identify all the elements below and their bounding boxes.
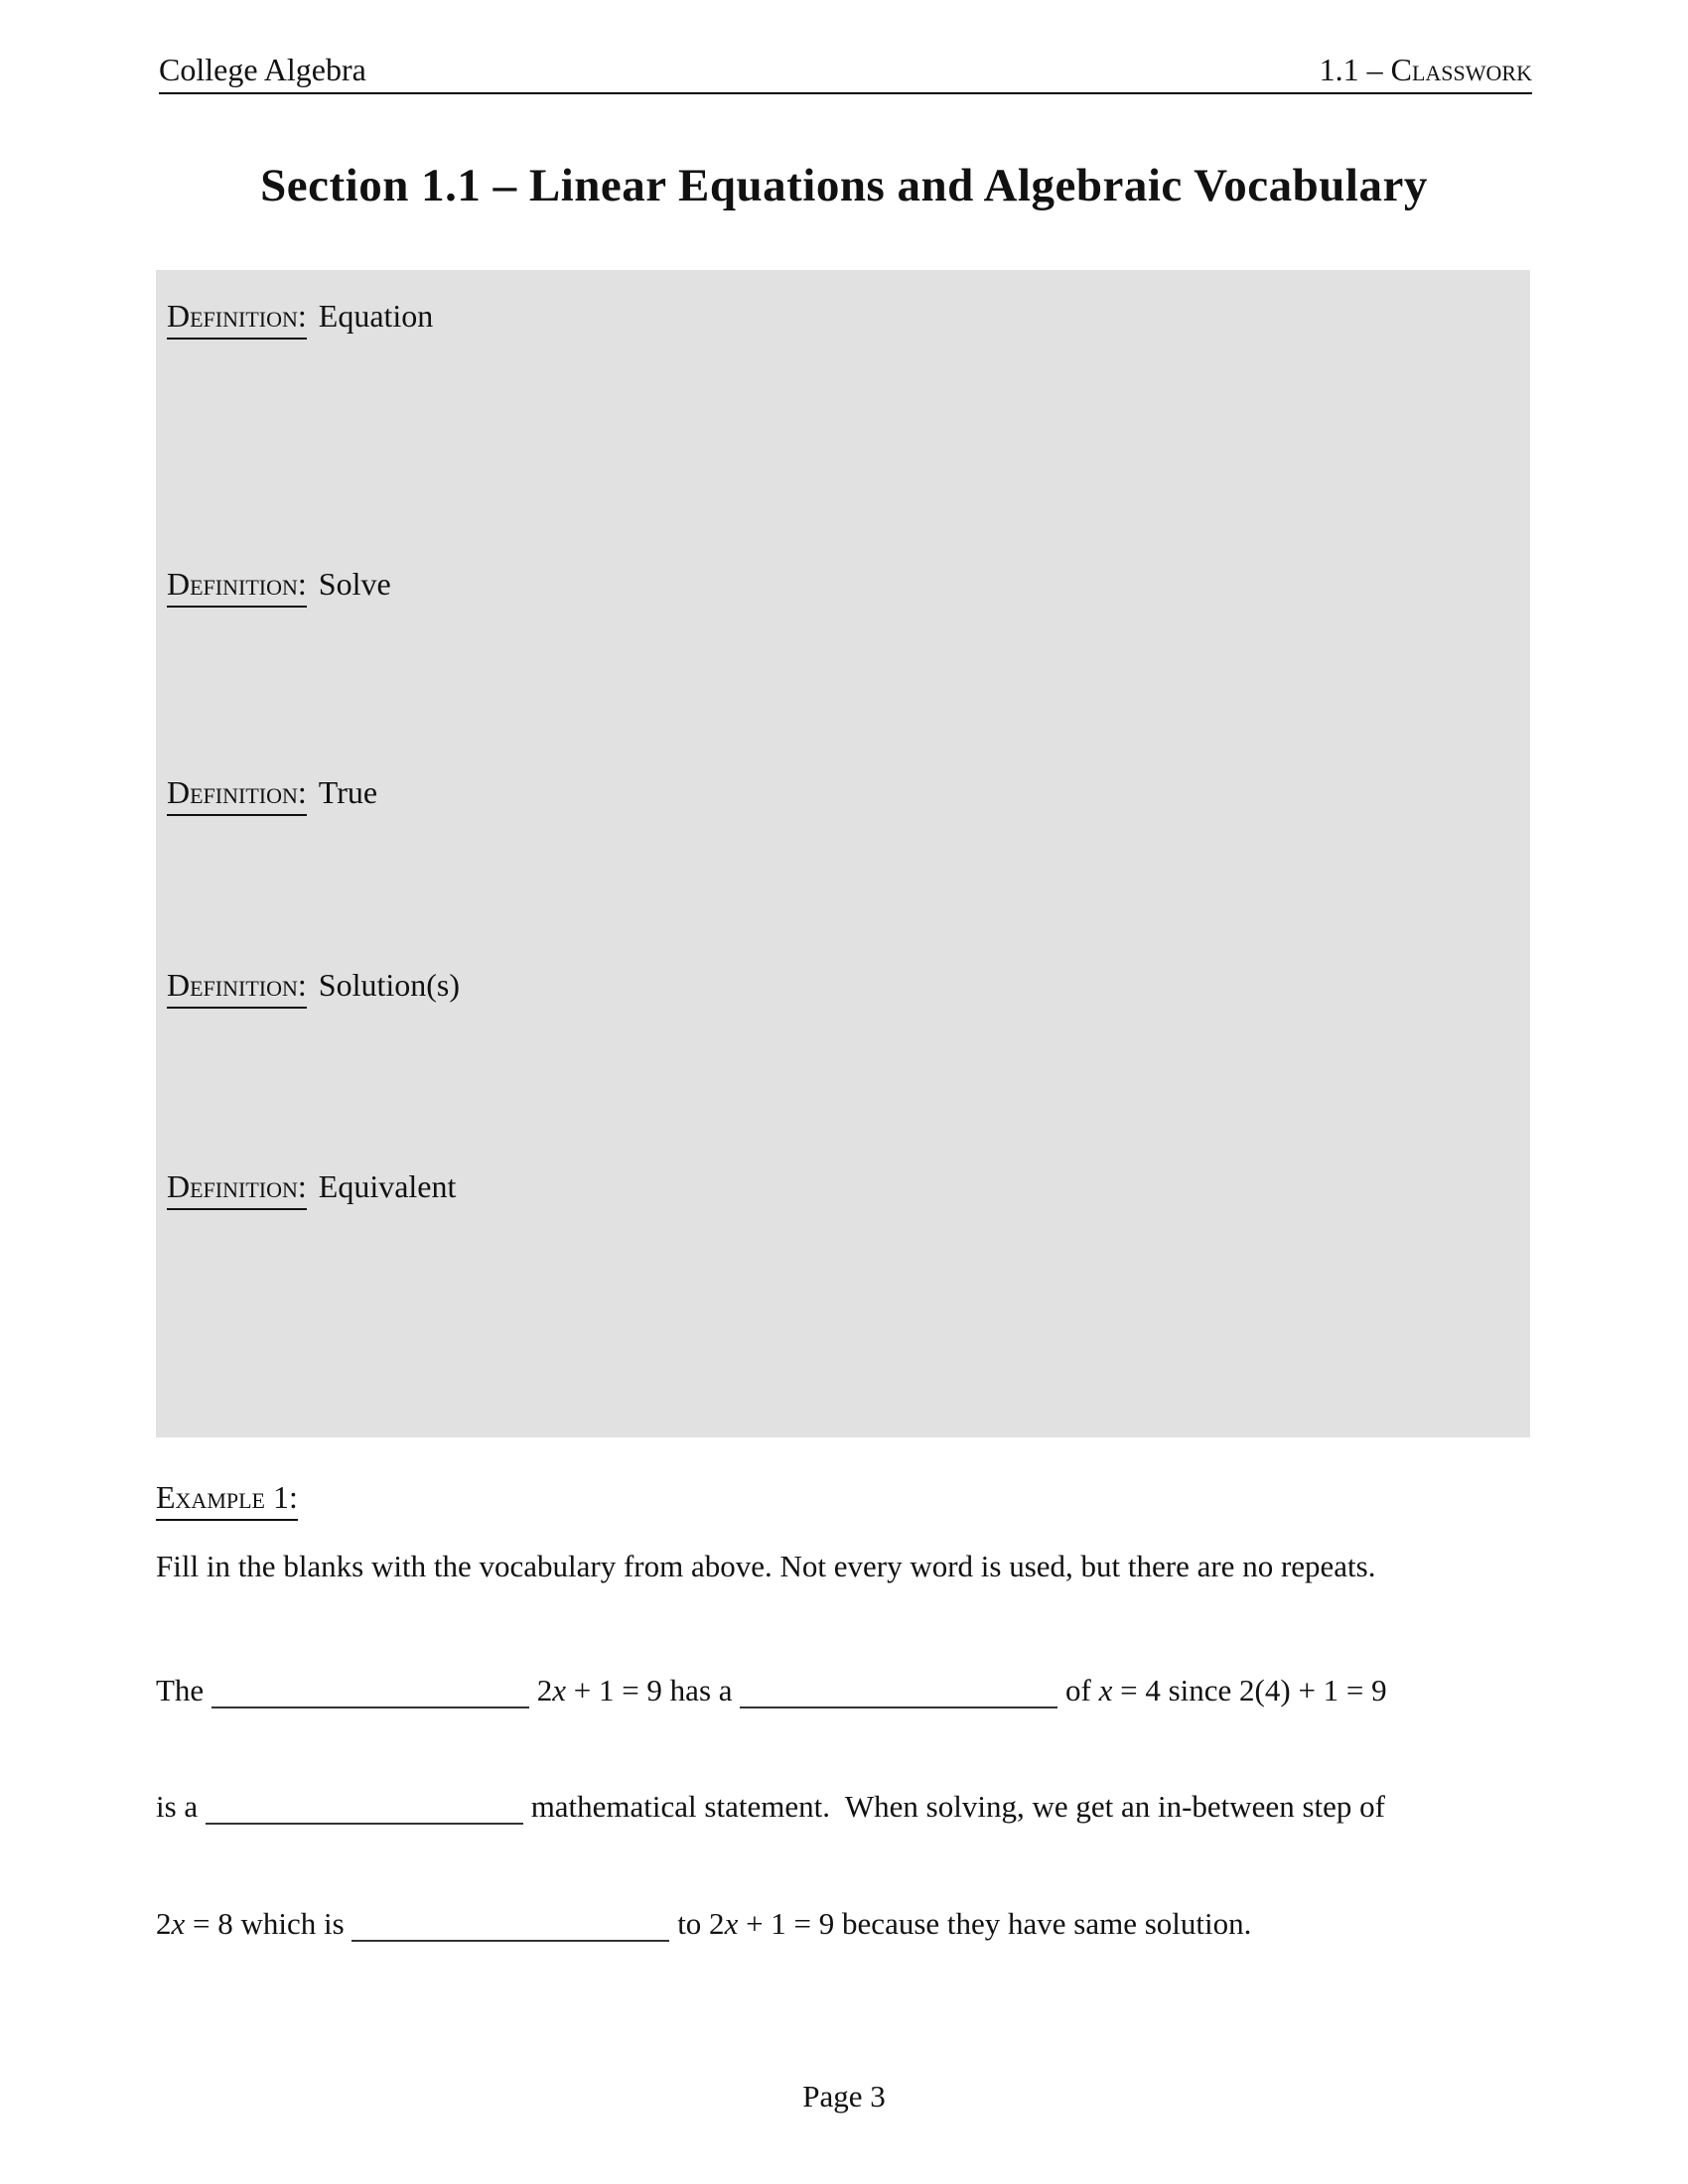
line1-text: = 4 since 2(4) + 1 = 9 bbox=[1112, 1673, 1387, 1707]
definition-row-equivalent bbox=[167, 1168, 456, 1205]
definition-label: Definition: bbox=[167, 566, 307, 608]
line3-text: to 2 bbox=[669, 1906, 725, 1941]
page-title: Section 1.1 – Linear Equations and Algebraic Vocabulary bbox=[260, 160, 1428, 211]
definition-row-solutions bbox=[167, 967, 460, 1004]
header-course-name: College Algebra bbox=[159, 52, 366, 87]
header-section-number: 1.1 – bbox=[1319, 52, 1391, 87]
definitions-box bbox=[156, 270, 1530, 1437]
line2-text: mathematical statement. When solving, we get an in-between step of bbox=[522, 1789, 1385, 1824]
definition-term-true: True bbox=[318, 774, 378, 810]
math-variable-x: x bbox=[724, 1906, 739, 1941]
fill-blank-2 bbox=[740, 1706, 1057, 1708]
definition-row-equation bbox=[167, 298, 433, 335]
example-instructions: Fill in the blanks with the vocabulary from above. Not every word is used, but there are no repeats. bbox=[156, 1549, 1376, 1583]
fill-blank-1 bbox=[211, 1706, 529, 1708]
example-heading bbox=[156, 1479, 298, 1516]
page-number: Page 3 bbox=[802, 2079, 886, 2114]
fill-blank-3 bbox=[206, 1823, 523, 1825]
math-variable-x: x bbox=[1098, 1673, 1113, 1707]
definition-term-equivalent: Equivalent bbox=[318, 1168, 457, 1204]
definition-term-solve: Solve bbox=[318, 566, 391, 602]
header-section-label bbox=[159, 52, 1532, 88]
definition-label: Definition: bbox=[167, 1168, 307, 1210]
definition-label: Definition: bbox=[167, 774, 307, 816]
math-variable-x: x bbox=[171, 1906, 186, 1941]
fill-line-3 bbox=[156, 1904, 1645, 1944]
fill-line-1 bbox=[156, 1671, 1645, 1710]
line1-text: 2 bbox=[528, 1673, 553, 1707]
fill-line-2 bbox=[156, 1787, 1645, 1827]
fill-blank-4 bbox=[352, 1940, 669, 1942]
definition-term-equation: Equation bbox=[318, 298, 434, 334]
line1-text: + 1 = 9 has a bbox=[565, 1673, 741, 1707]
line1-text: of bbox=[1057, 1673, 1099, 1707]
definition-row-solve bbox=[167, 566, 391, 603]
line3-text: + 1 = 9 because they have same solution. bbox=[738, 1906, 1252, 1941]
line2-text: is a bbox=[156, 1789, 206, 1824]
math-variable-x: x bbox=[552, 1673, 566, 1707]
line3-text: 2 bbox=[156, 1906, 172, 1941]
definition-label: Definition: bbox=[167, 967, 307, 1009]
header-classwork-label: Classwork bbox=[1390, 52, 1532, 87]
line1-text: The bbox=[156, 1673, 211, 1707]
header-rule bbox=[159, 92, 1532, 94]
definition-row-true bbox=[167, 774, 377, 811]
definition-term-solutions: Solution(s) bbox=[318, 967, 460, 1003]
example-label: Example 1: bbox=[156, 1479, 298, 1521]
line3-text: = 8 which is bbox=[185, 1906, 352, 1941]
definition-label: Definition: bbox=[167, 298, 307, 340]
